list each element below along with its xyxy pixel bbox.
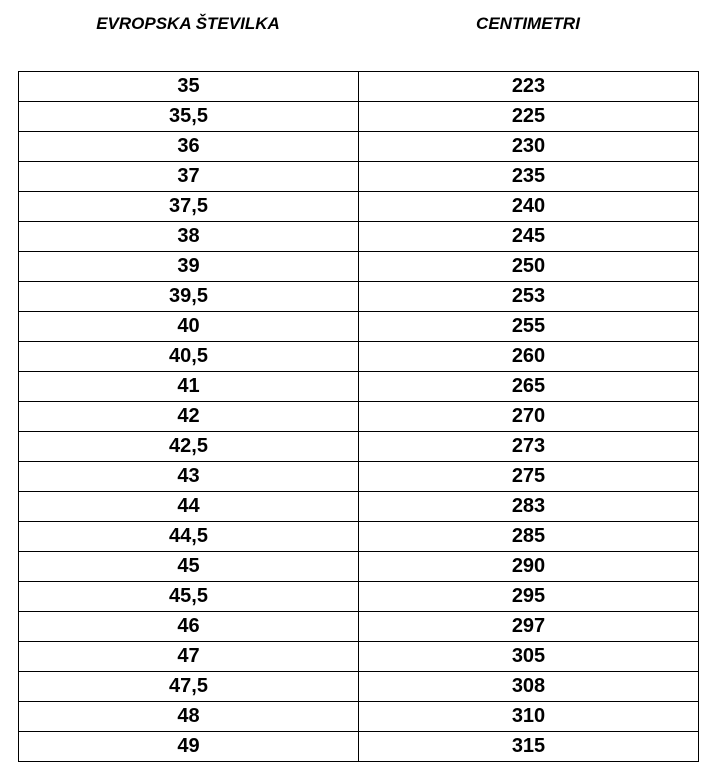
- centimeters-cell: 223: [359, 72, 699, 102]
- centimeters-cell: 225: [359, 102, 699, 132]
- eu-size-cell: 43: [19, 462, 359, 492]
- centimeters-column-header: CENTIMETRI: [476, 14, 580, 33]
- table-row: [19, 312, 699, 342]
- eu-size-cell: 45: [19, 552, 359, 582]
- centimeters-cell: 273: [359, 432, 699, 462]
- table-row: [19, 522, 699, 552]
- centimeters-cell: 285: [359, 522, 699, 552]
- centimeters-cell: 315: [359, 732, 699, 762]
- table-row: [19, 612, 699, 642]
- eu-size-column-header: EVROPSKA ŠTEVILKA: [96, 14, 280, 33]
- table-row: [19, 582, 699, 612]
- table-row: [19, 72, 699, 102]
- table-row: [19, 732, 699, 762]
- table-row: [19, 132, 699, 162]
- table-row: [19, 672, 699, 702]
- eu-size-cell: 39,5: [19, 282, 359, 312]
- centimeters-cell: 253: [359, 282, 699, 312]
- eu-size-cell: 41: [19, 372, 359, 402]
- eu-size-cell: 35,5: [19, 102, 359, 132]
- eu-size-cell: 49: [19, 732, 359, 762]
- centimeters-cell: 240: [359, 192, 699, 222]
- centimeters-cell: 255: [359, 312, 699, 342]
- eu-size-cell: 37,5: [19, 192, 359, 222]
- eu-size-cell: 48: [19, 702, 359, 732]
- table-row: [19, 252, 699, 282]
- table-row: [19, 492, 699, 522]
- eu-size-cell: 46: [19, 612, 359, 642]
- table-row: [19, 342, 699, 372]
- table-row: [19, 222, 699, 252]
- centimeters-cell: 270: [359, 402, 699, 432]
- size-table-body: [19, 72, 699, 762]
- eu-size-cell: 35: [19, 72, 359, 102]
- eu-size-cell: 36: [19, 132, 359, 162]
- centimeters-cell: 245: [359, 222, 699, 252]
- table-row: [19, 642, 699, 672]
- table-row: [19, 432, 699, 462]
- eu-size-cell: 47: [19, 642, 359, 672]
- eu-size-cell: 38: [19, 222, 359, 252]
- centimeters-cell: 235: [359, 162, 699, 192]
- eu-size-cell: 44: [19, 492, 359, 522]
- table-header: [18, 12, 698, 36]
- centimeters-cell: 308: [359, 672, 699, 702]
- eu-size-cell: 37: [19, 162, 359, 192]
- table-row: [19, 372, 699, 402]
- table-row: [19, 402, 699, 432]
- table-row: [19, 192, 699, 222]
- table-row: [19, 282, 699, 312]
- centimeters-cell: 305: [359, 642, 699, 672]
- centimeters-cell: 283: [359, 492, 699, 522]
- table-row: [19, 552, 699, 582]
- table-row: [19, 702, 699, 732]
- eu-size-cell: 40,5: [19, 342, 359, 372]
- table-row: [19, 102, 699, 132]
- centimeters-cell: 250: [359, 252, 699, 282]
- eu-size-cell: 47,5: [19, 672, 359, 702]
- centimeters-cell: 295: [359, 582, 699, 612]
- eu-size-cell: 45,5: [19, 582, 359, 612]
- centimeters-cell: 290: [359, 552, 699, 582]
- centimeters-cell: 310: [359, 702, 699, 732]
- centimeters-cell: 275: [359, 462, 699, 492]
- eu-size-cell: 42,5: [19, 432, 359, 462]
- centimeters-cell: 297: [359, 612, 699, 642]
- eu-size-cell: 39: [19, 252, 359, 282]
- eu-size-cell: 44,5: [19, 522, 359, 552]
- size-conversion-table: [18, 71, 699, 762]
- eu-size-cell: 42: [19, 402, 359, 432]
- table-row: [19, 462, 699, 492]
- table-row: [19, 162, 699, 192]
- centimeters-cell: 260: [359, 342, 699, 372]
- centimeters-cell: 265: [359, 372, 699, 402]
- centimeters-cell: 230: [359, 132, 699, 162]
- eu-size-cell: 40: [19, 312, 359, 342]
